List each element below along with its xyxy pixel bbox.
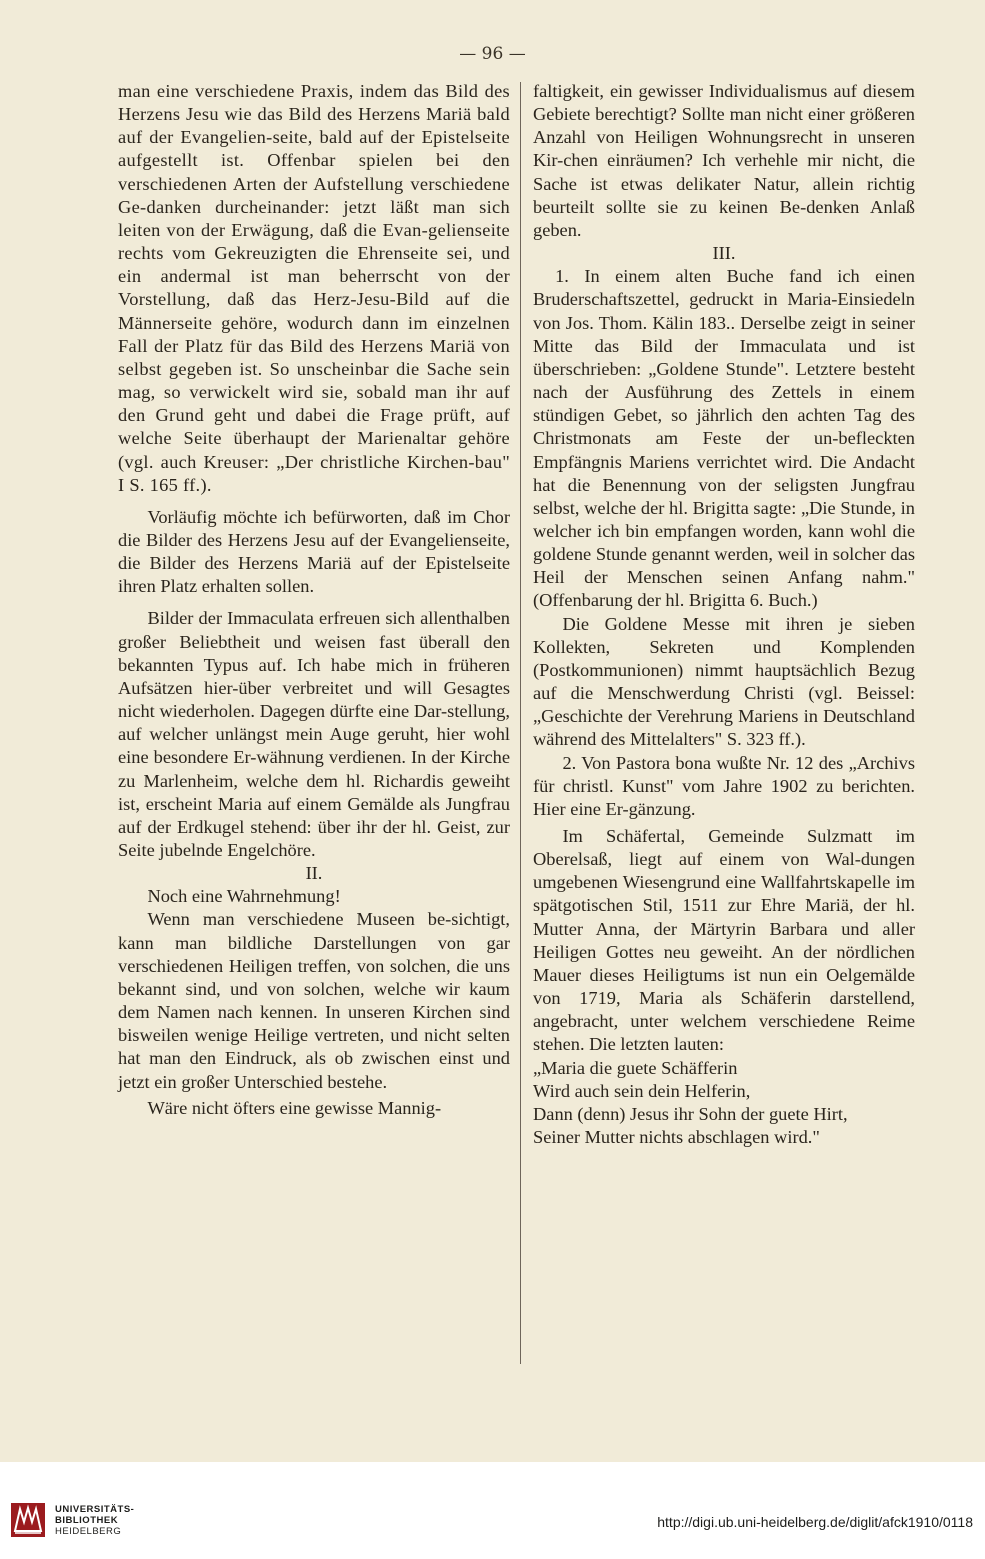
page-number: — 96 — bbox=[459, 44, 526, 64]
library-name bbox=[55, 1504, 134, 1537]
section-heading: II. bbox=[305, 863, 323, 884]
library-line: HEIDELBERG bbox=[55, 1526, 122, 1537]
paragraph: Vorläufig möchte ich befürworten, daß im Chor die Bilder des Herzens Jesu auf der Evangelienseite, die Bilder des Herzens Mariä auf der Epistelseite ihren Platz erhalten sollen. bbox=[118, 506, 510, 597]
paragraph: 2. Von Pastora bona wußte Nr. 12 des „Archivs für christl. Kunst" vom Jahre 1902 zu berichten. Hier eine Er-gänzung. bbox=[533, 752, 915, 819]
paragraph: faltigkeit, ein gewisser Individualismus auf diesem Gebiete berechtigt? Sollte man nicht einer größeren Anzahl von Heiligen Wohnungsrecht in unseren Kir-chen einräumen? Ich verhehle mir nicht, die Sache ist etwas delikater Natur, allein richtig beurteilt sollte sie zu keinen Be-denken Anlaß geben. bbox=[533, 81, 915, 240]
university-seal-icon bbox=[10, 1502, 46, 1538]
paragraph: Wenn man verschiedene Museen be-sichtigt, kann man bildliche Darstellungen von gar verschiedenen Heiligen treffen, von solchen, die uns bekannt sind, und von solchen, welche wir kaum dem Namen nach kennen. In unseren Kirchen sind bisweilen wenige Heilige vertreten, und nicht selten hat man den Eindruck, als ob zwischen einst und jetzt ein großer Unterschied bestehe. bbox=[118, 909, 510, 1092]
source-url[interactable]: http://digi.ub.uni-heidelberg.de/diglit/afck1910/0118 bbox=[657, 1514, 973, 1530]
section-heading: III. bbox=[712, 243, 736, 264]
column-divider bbox=[520, 82, 521, 1364]
paragraph: Die Goldene Messe mit ihren je sieben Kollekten, Sekreten und Komplenden (Postkommunionen) nimmt hauptsächlich Bezug auf die Menschwerdung Christi (vgl. Beissel: „Geschichte der Verehrung Mariens in Deutschland während des Mittelalters" S. 323 ff.). bbox=[533, 613, 915, 750]
left-column bbox=[118, 80, 510, 1120]
paragraph: Wäre nicht öfters eine gewisse Mannig- bbox=[147, 1097, 442, 1118]
poem: „Maria die guete Schäfferin Wird auch sein dein Helferin, Dann (denn) Jesus ihr Sohn der guete Hirt, Seiner Mutter nichts abschlagen wird." bbox=[533, 1057, 848, 1148]
footer-bar bbox=[0, 1462, 985, 1559]
paragraph: man eine verschiedene Praxis, indem das Bild des Herzens Jesu wie das Bild des Herzens Mariä bald auf der Evangelien-seite, bald auf der Epistelseite aufgestellt ist. Offenbar spielen bei den verschiedenen Arten der Aufstellung verschiedene Ge-danken durcheinander: jetzt läßt man sich leiten von der Erwägung, daß die Evan-gelienseite rechts vom Gekreuzigten die Ehrenseite sei, und ein andermal ist man beherrscht von der Vorstellung, daß das Herz-Jesu-Bild auf die Männerseite gehöre, wodurch dann im einzelnen Fall der Platz für das Bild des Herzens Mariä von selbst gegeben ist. So unscheinbar die Sache sein mag, so verwickelt wird sie, sobald man ihr auf den Grund geht und dabei die Frage prüft, auf welche Seite überhaupt der Marienaltar gehöre (vgl. auch Kreuser: „Der christliche Kirchen-bau" I S. 165 ff.). bbox=[118, 81, 510, 495]
paragraph: 1. In einem alten Buche fand ich einen Bruderschaftszettel, gedruckt in Maria-Einsiedeln von Jos. Thom. Kälin 183.. Derselbe zeigt in seiner Mitte das Bild der Immaculata und ist überschrieben: „Goldene Stunde". Letztere besteht nach der Ausführung des Zettels in einem stündigen Gebet, so jährlich den achten Tag des Christmonats am Feste der un-befleckten Empfängnis Mariens verrichtet wird. Die Andacht hat die Benennung von der seligsten Jungfrau selbst, welche der hl. Brigitta sagte: „Die Stunde, in welcher ich bin empfangen worden, kann wohl die goldene Stunde genannt werden, weil in solcher das Heil der Menschen seinen Anfang nahm." (Offenbarung der hl. Brigitta 6. Buch.) bbox=[533, 266, 916, 611]
right-column bbox=[533, 80, 915, 1149]
paragraph: Noch eine Wahrnehmung! bbox=[147, 886, 341, 907]
library-line: UNIVERSITÄTS- bbox=[55, 1504, 135, 1515]
paragraph: Bilder der Immaculata erfreuen sich allenthalben großer Beliebtheit und weisen fast überall den bekannten Typus auf. Ich habe mich in früheren Aufsätzen hier-über verbreitet und will Gesagtes nicht wiederholen. Dagegen dürfte eine Dar-stellung, auf welcher unlängst mein Auge geruht, hier wohl eine besondere Er-wähnung verdienen. In der Kirche zu Marlenheim, welche dem hl. Richardis geweiht ist, erscheint Maria auf einem Gemälde als Jungfrau auf der Erdkugel stehend: über ihr der hl. Geist, zur Seite jubelnde Engelchöre. bbox=[118, 608, 510, 860]
library-line: BIBLIOTHEK bbox=[55, 1515, 119, 1526]
paragraph: Im Schäfertal, Gemeinde Sulzmatt im Oberelsaß, liegt auf einem von Wal-dungen umgebenen Wiesengrund eine Wallfahrtskapelle im spätgotischen Stil, 1511 zur Ehre Mariä, der hl. Mutter Anna, der Märtyrin Barbara und aller Heiligen Gottes neu geweiht. An der nördlichen Mauer dieses Heiligtums ist nun ein Oelgemälde von 1719, Maria als Schäferin darstellend, angebracht, unter welchem verschiedene Reime stehen. Die letzten lauten: bbox=[533, 826, 915, 1055]
